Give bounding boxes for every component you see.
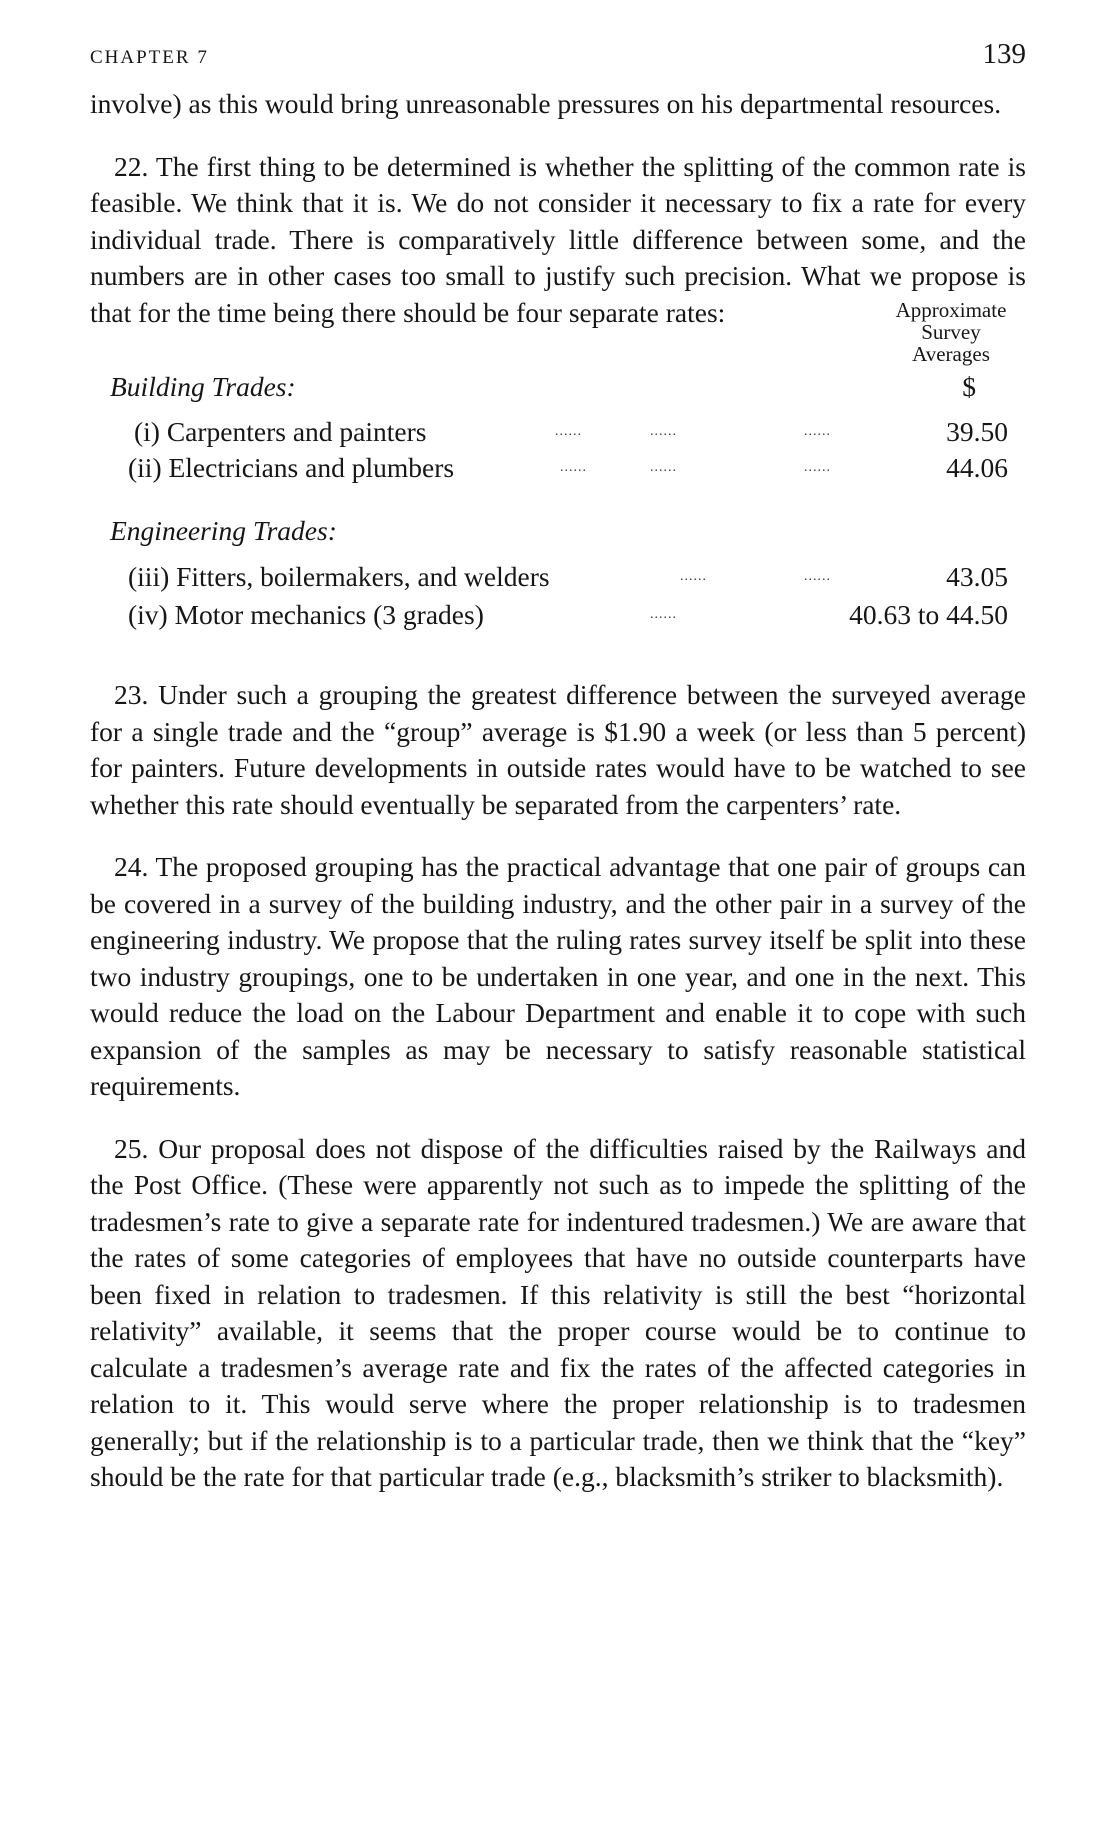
page-number: 139 [982,38,1026,70]
table-row-group-engineering [90,513,1026,549]
paragraph-24: 24. The proposed grouping has the practical advantage that one pair of groups can be covered in a survey of the building industry, and the other pair in a survey of the engineering industry. We propose that the ruling rates survey itself be split into these two industry groupings, one to be undertaken in one year, and one in the next. This would reduce the load on the Labour Department and enable it to cope with such expansion of the samples as may be necessary to satisfy reasonable statistical requirements. [90,851,1026,1101]
leader-dots: ...... [555,424,582,439]
column-header [876,299,1026,365]
paragraph-22: 22. The first thing to be determined is whether the splitting of the common rate is feasible. We think that it is. We do not consider it necessary to fix a rate for every individual trade. There is comparatively little difference between some, and the numbers are in other cases too small to justify such precision. What we propose is that for the time being there should be four separate rates: [90,150,1026,328]
table-row [90,559,1026,595]
running-head [90,38,1026,86]
group-label: Engineering Trades: [110,515,337,546]
trade-label: (i) Carpenters and painters [134,416,427,447]
paragraph-25: 25. Our proposal does not dispose of the difficulties raised by the Railways and the Post Office. (These were apparently not such as to impede the splitting of the tradesmen’s rate to give a separate rate for indentured tradesmen.) We are aware that the rates of some categories of employees that have no outside counterparts have been fixed in relation to tradesmen. If this relativity is still the best “horizontal relativity” available, it seems that the proper course would be to continue to calculate a tradesmen’s average rate and fix the rates of the affected categories in relation to it. This would serve where the proper relationship is to tradesmen generally; but if the relationship is to a particular trade, then we think that the “key” should be the rate for that particular trade (e.g., blacksmith’s striker to blacksmith). [90,1132,1026,1492]
table-row [90,450,1026,486]
group-label: Building Trades: [110,371,296,402]
trade-label: (iv) Motor mechanics (3 grades) [128,599,484,630]
leader-dots: ...... [650,607,677,622]
column-header-line1: Approximate [895,298,1007,322]
rates-table [90,298,1026,653]
rate-value: 40.63 to 44.50 [849,599,1008,630]
leader-dots: ...... [804,569,831,584]
table-row [90,597,1026,633]
leader-dots: ...... [650,460,677,475]
trade-label: (iii) Fitters, boilermakers, and welders [128,561,550,592]
leader-dots: ...... [650,424,677,439]
column-header-line2: Survey [921,320,981,344]
column-header-line3: Averages [912,342,990,366]
unit-label: $ [962,371,976,402]
rate-value: 39.50 [946,416,1008,447]
rate-value: 43.05 [946,561,1008,592]
table-row-group-building [90,369,1026,405]
rate-value: 44.06 [946,452,1008,483]
leader-dots: ...... [680,569,707,584]
trade-label: (ii) Electricians and plumbers [128,452,455,483]
leader-dots: ...... [804,460,831,475]
leader-dots: ...... [804,424,831,439]
paragraph-continuation: involve) as this would bring unreasonable pressures on his departmental resources. [90,88,1002,119]
chapter-label: CHAPTER 7 [90,47,209,68]
table-row [90,414,1026,450]
leader-dots: ...... [560,460,587,475]
paragraph-23: 23. Under such a grouping the greatest difference between the surveyed average for a single trade and the “group” average is $1.90 a week (or less than 5 percent) for painters. Future developments in outside rates would have to be watched to see whether this rate should eventually be separated from the carpenters’ rate. [90,679,1026,820]
